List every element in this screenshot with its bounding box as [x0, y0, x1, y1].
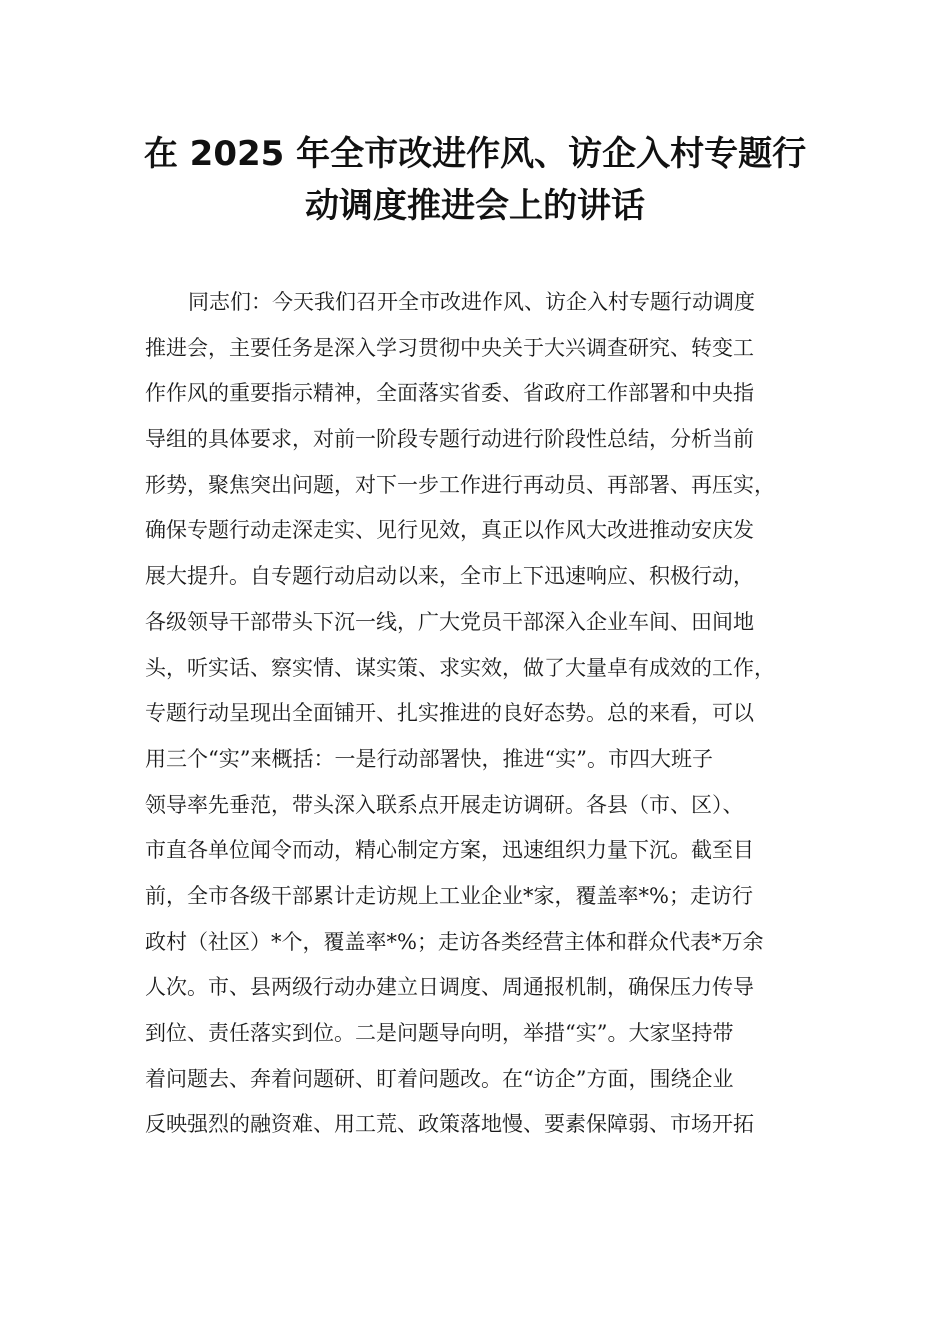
body-line: 形势，聚焦突出问题，对下一步工作进行再动员、再部署、再压实，	[145, 472, 775, 497]
body-line: 同志们：今天我们召开全市改进作风、访企入村专题行动调度	[188, 290, 755, 314]
body-line: 政村（社区）*个，覆盖率*%；走访各类经营主体和群众代表*万余	[145, 929, 764, 954]
body-line: 人次。市、县两级行动办建立日调度、周通报机制，确保压力传导	[145, 975, 754, 1000]
body-line: 各级领导干部带头下沉一线，广大党员干部深入企业车间、田间地	[145, 609, 754, 634]
title-line-2: 动调度推进会上的讲话	[305, 186, 645, 226]
body-line: 前，全市各级干部累计走访规上工业企业*家，覆盖率*%；走访行	[145, 883, 753, 908]
body-line: 头，听实话、察实情、谋实策、求实效，做了大量卓有成效的工作，	[145, 655, 775, 680]
body-line: 推进会，主要任务是深入学习贯彻中央关于大兴调查研究、转变工	[145, 335, 754, 360]
document-body	[145, 280, 835, 1148]
body-line: 确保专题行动走深走实、见行见效，真正以作风大改进推动安庆发	[145, 518, 754, 543]
body-line: 到位、责任落实到位。二是问题导向明，举措“实”。大家坚持带	[145, 1021, 734, 1045]
body-line: 导组的具体要求，对前一阶段专题行动进行阶段性总结，分析当前	[145, 427, 754, 452]
body-line: 领导率先垂范，带头深入联系点开展走访调研。各县（市、区）、	[145, 792, 744, 817]
body-line: 着问题去、奔着问题研、盯着问题改。在“访企”方面，围绕企业	[145, 1066, 734, 1091]
body-line: 专题行动呈现出全面铺开、扎实推进的良好态势。总的来看，可以	[145, 701, 754, 726]
body-line: 用三个“实”来概括：一是行动部署快，推进“实”。市四大班子	[145, 746, 713, 771]
title-line-1: 在 2025 年全市改进作风、访企入村专题行	[143, 134, 807, 174]
body-line: 市直各单位闻令而动，精心制定方案，迅速组织力量下沉。截至目	[145, 838, 754, 863]
document-title	[100, 128, 850, 232]
body-line: 作作风的重要指示精神，全面落实省委、省政府工作部署和中央指	[145, 381, 754, 406]
body-line: 反映强烈的融资难、用工荒、政策落地慢、要素保障弱、市场开拓	[145, 1112, 754, 1137]
body-line: 展大提升。自专题行动启动以来，全市上下迅速响应、积极行动，	[145, 564, 754, 589]
